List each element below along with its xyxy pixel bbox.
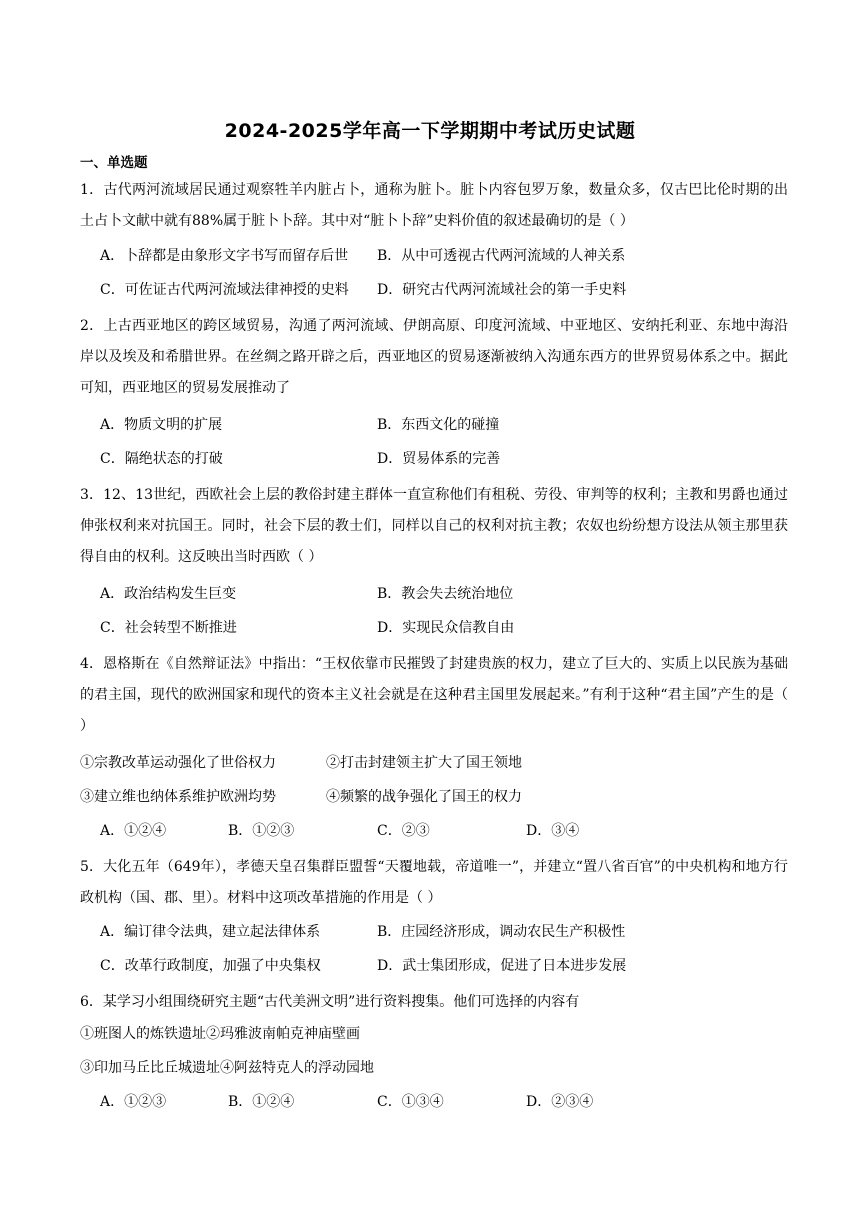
question-6-option-a: A．①②③ — [100, 1094, 167, 1110]
question-3-options-row-2 — [80, 617, 788, 639]
question-3-option-d: D．实现民众信教自由 — [377, 620, 515, 636]
question-5-stem: 5．大化五年（649年），孝德天皇召集群臣盟誓“天覆地载，帝道唯一”，并建立“置八省百官”的中央机构和地方行政机构（国、郡、里）。材料中这项改革措施的作用是（ ） — [80, 859, 788, 906]
question-1-option-c: C．可佐证古代两河流域法律神授的史料 — [100, 282, 349, 298]
question-6-stem: 6．某学习小组围绕研究主题“古代美洲文明”进行资料搜集。他们可选择的内容有 — [80, 994, 580, 1010]
question-5-option-c: C．改革行政制度，加强了中央集权 — [100, 958, 321, 974]
question-3-option-b: B．教会失去统治地位 — [377, 586, 514, 602]
question-6-statement-line-1: ①班图人的炼铁遗址②玛雅波南帕克神庙壁画 — [80, 1026, 360, 1042]
question-4-statement-2: ②打击封建领主扩大了国王领地 — [326, 755, 522, 771]
question-4-option-b: B．①②③ — [228, 823, 295, 839]
question-2-option-a: A．物质文明的扩展 — [100, 417, 223, 433]
question-4-stem: 4．恩格斯在《自然辩证法》中指出：“王权依靠市民摧毁了封建贵族的权力，建立了巨大的、实质上以民族为基础的君主国，现代的欧洲国家和现代的资本主义社会就是在这种君主国里发展起来。”有利于这种“君主国”产生的是（ ） — [80, 656, 788, 734]
question-1-option-d: D．研究古代两河流域社会的第一手史料 — [377, 282, 627, 298]
question-5-options-row-2 — [80, 955, 788, 977]
question-4-statement-4: ④频繁的战争强化了国王的权力 — [326, 789, 522, 805]
question-2-options-row-1 — [80, 414, 788, 436]
question-6-option-d: D．②③④ — [526, 1094, 594, 1110]
question-4-statements-row-2 — [80, 786, 788, 808]
question-2-option-d: D．贸易体系的完善 — [377, 451, 501, 467]
question-6-option-c: C．①③④ — [377, 1094, 444, 1110]
question-5-option-a: A．编订律令法典，建立起法律体系 — [100, 924, 321, 940]
question-1-option-b: B．从中可透视古代两河流域的人神关系 — [377, 248, 626, 264]
question-6-statement-line-2: ③印加马丘比丘城遗址④阿兹特克人的浮动园地 — [80, 1060, 374, 1076]
question-4-options-row — [80, 820, 788, 842]
question-1-options-row-2 — [80, 279, 788, 301]
question-1-option-a: A．卜辞都是由象形文字书写而留存后世 — [100, 248, 349, 264]
question-4-statement-1: ①宗教改革运动强化了世俗权力 — [80, 755, 276, 771]
question-2-options-row-2 — [80, 448, 788, 470]
question-3-stem: 3．12、13世纪，西欧社会上层的教俗封建主群体一直宣称他们有租税、劳役、审判等的权利；主教和男爵也通过伸张权利来对抗国王。同时，社会下层的教士们，同样以自己的权利对抗主教；农奴也纷纷想方设法从领主那里获得自由的权利。这反映出当时西欧（ ） — [80, 487, 788, 565]
question-6-options-row — [80, 1091, 788, 1113]
section-heading: 一、单选题 — [80, 155, 148, 171]
question-4-option-c: C．②③ — [377, 823, 430, 839]
question-4-statement-3: ③建立维也纳体系维护欧洲均势 — [80, 789, 276, 805]
question-5-options-row-1 — [80, 921, 788, 943]
question-1-stem: 1．古代两河流域居民通过观察牲羊内脏占卜，通称为脏卜。脏卜内容包罗万象，数量众多，仅古巴比伦时期的出土占卜文献中就有88%属于脏卜卜辞。其中对“脏卜卜辞”史料价值的叙述最确切的是（ ） — [80, 182, 788, 229]
question-2-stem: 2．上古西亚地区的跨区域贸易，沟通了两河流域、伊朗高原、印度河流域、中亚地区、安纳托利亚、东地中海沿岸以及埃及和希腊世界。在丝绸之路开辟之后，西亚地区的贸易逐渐被纳入沟通东西方的世界贸易体系之中。据此可知，西亚地区的贸易发展推动了 — [80, 318, 788, 396]
question-5-option-b: B．庄园经济形成，调动农民生产积极性 — [377, 924, 626, 940]
question-3-options-row-1 — [80, 583, 788, 605]
question-1-options-row-1 — [80, 245, 788, 267]
question-5-option-d: D．武士集团形成，促进了日本进步发展 — [377, 958, 627, 974]
question-2-option-b: B．东西文化的碰撞 — [377, 417, 500, 433]
question-6-statements-row-2 — [80, 1057, 788, 1079]
question-4-option-a: A．①②④ — [100, 823, 167, 839]
question-3-option-c: C．社会转型不断推进 — [100, 620, 237, 636]
question-2-option-c: C．隔绝状态的打破 — [100, 451, 223, 467]
question-4-statements-row-1 — [80, 752, 788, 774]
question-3-option-a: A．政治结构发生巨变 — [100, 586, 237, 602]
question-6-statements-row-1 — [80, 1023, 788, 1045]
page-title: 2024-2025学年高一下学期期中考试历史试题 — [224, 120, 636, 142]
question-4-option-d: D．③④ — [526, 823, 580, 839]
question-6-option-b: B．①②④ — [228, 1094, 295, 1110]
